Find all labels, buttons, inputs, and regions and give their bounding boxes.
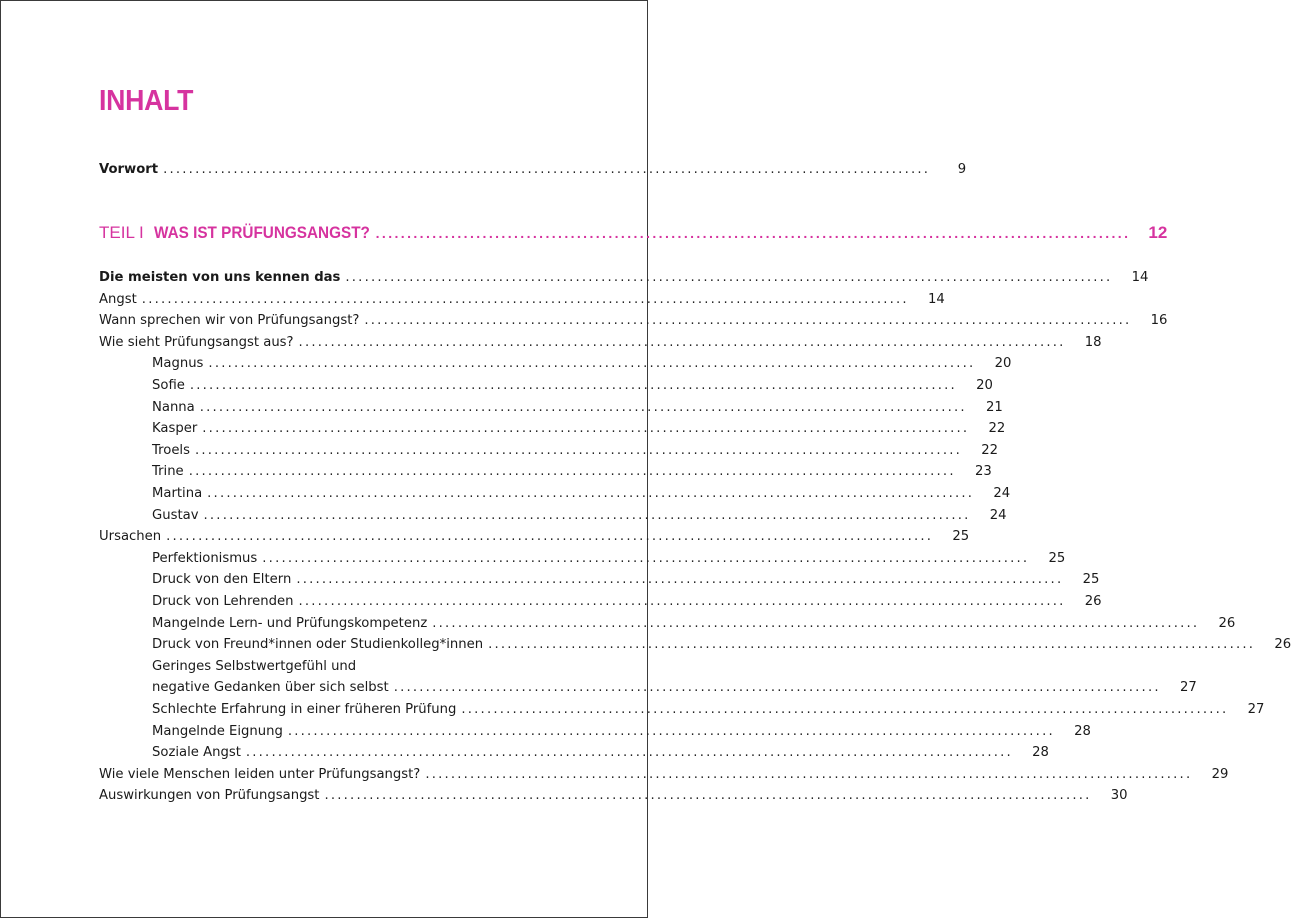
toc-entry-label: Ursachen [99, 529, 162, 544]
toc-entry-label: Mangelnde Eignung [152, 724, 283, 739]
toc-page-number: 25 [952, 529, 970, 544]
toc-entry-label: Magnus [152, 356, 204, 371]
dot-leader: ........................................................................................................................ [141, 292, 909, 307]
toc-entry-label: Trine [152, 464, 184, 479]
toc-entry-label: Sofie [152, 378, 185, 393]
toc-entry[interactable] [99, 310, 1168, 332]
dot-leader: ........................................................................................................................ [163, 162, 931, 177]
toc-page-number: 14 [1131, 270, 1149, 285]
toc-entry[interactable] [152, 677, 1197, 699]
dot-leader: ........................................................................................................................ [203, 508, 971, 523]
toc-page-number: 27 [1247, 702, 1265, 717]
toc-entry-label: Wie viele Menschen leiden unter Prüfungsangst? [99, 767, 421, 782]
toc-entry-label: Wann sprechen wir von Prüfungsangst? [99, 313, 360, 328]
dot-leader: ........................................................................................................................ [488, 637, 1256, 652]
toc-page-number: 14 [928, 292, 945, 307]
toc-entry-label: Auswirkungen von Prüfungsangst [99, 788, 320, 803]
toc-entry-label: negative Gedanken über sich selbst [152, 680, 389, 695]
toc-entry-label: Soziale Angst [152, 745, 241, 760]
toc-entry-label: Vorwort [99, 162, 159, 177]
toc-entry[interactable] [99, 526, 970, 548]
toc-page-number: 24 [993, 486, 1011, 501]
dot-leader: ........................................................................................................................ [194, 443, 962, 458]
dot-leader: ........................................................................................................................ [324, 788, 1092, 803]
dot-leader: ........................................................................................................................ [189, 378, 957, 393]
toc-page-number: 22 [981, 443, 998, 458]
toc-entry-label: Gustav [152, 508, 199, 523]
toc-entry[interactable] [152, 548, 1066, 570]
toc-entry[interactable] [152, 440, 998, 462]
toc-page-number: 26 [1218, 616, 1236, 631]
dot-leader: ........................................................................................................................ [364, 313, 1132, 328]
toc-entry-label: Druck von Lehrenden [152, 594, 294, 609]
dot-leader: ........................................................................................................................ [296, 572, 1064, 587]
toc-entry-label: Wie sieht Prüfungsangst aus? [99, 335, 294, 350]
toc-page-number: 25 [1082, 572, 1100, 587]
dot-leader: ........................................................................................................................ [199, 400, 967, 415]
toc-entry-label: Troels [152, 443, 190, 458]
toc-entry[interactable] [152, 461, 992, 483]
toc-page-number: 28 [1032, 745, 1049, 760]
part-page-number: 12 [1148, 223, 1168, 242]
toc-entry[interactable] [99, 267, 1149, 289]
toc-page-number: 16 [1150, 313, 1168, 328]
dot-leader: ........................................................................................................................ [287, 724, 1055, 739]
dot-leader: ........................................................................................................................ [188, 464, 956, 479]
toc-entry-vorwort[interactable] [99, 159, 967, 181]
toc-entry[interactable] [152, 613, 1236, 635]
dot-leader: ........................................................................................................................ [298, 335, 1066, 350]
toc-entry[interactable] [152, 353, 1012, 375]
toc-entry[interactable] [99, 289, 945, 311]
toc-page-number: 26 [1274, 637, 1291, 652]
dot-leader: ........................................................................................................................ [432, 616, 1200, 631]
dot-leader: ........................................................................................................................ [393, 680, 1161, 695]
toc-entry-label: Druck von den Eltern [152, 572, 292, 587]
toc-entry[interactable] [152, 742, 1049, 764]
page-title: INHALT [99, 85, 194, 117]
part-heading[interactable] [99, 223, 1168, 247]
toc-entry[interactable] [152, 483, 1011, 505]
dot-leader: ........................................................................................................................ [262, 551, 1030, 566]
toc-entry[interactable] [152, 721, 1091, 743]
toc-page-number: 25 [1048, 551, 1066, 566]
part-title: WAS IST PRÜFUNGSANGST? [153, 223, 370, 242]
toc-entry[interactable] [152, 397, 1003, 419]
dot-leader: ........................................................................................................................ [375, 225, 1131, 241]
toc-entry[interactable] [99, 764, 1229, 786]
dot-leader: ........................................................................................................................ [202, 421, 970, 436]
toc-entry-label: Mangelnde Lern- und Prüfungskompetenz [152, 616, 428, 631]
dot-leader: ........................................................................................................................ [207, 486, 975, 501]
toc-entry-label: Schlechte Erfahrung in einer früheren Prüfung [152, 702, 457, 717]
toc-entry-label: Angst [99, 292, 137, 307]
toc-page-number: 30 [1110, 788, 1128, 803]
toc-entry-label: Martina [152, 486, 203, 501]
toc-page-number: 28 [1074, 724, 1091, 739]
toc-page-number: 29 [1211, 767, 1229, 782]
toc-page-number: 20 [976, 378, 993, 393]
toc-page-number: 18 [1084, 335, 1102, 350]
toc-entry[interactable] [152, 505, 1007, 527]
toc-page-number: 23 [974, 464, 992, 479]
dot-leader: ........................................................................................................................ [208, 356, 976, 371]
dot-leader: ........................................................................................................................ [461, 702, 1229, 717]
dot-leader: ........................................................................................................................ [245, 745, 1013, 760]
toc-page-number: 21 [986, 400, 1003, 415]
toc-entry-label: Kasper [152, 421, 198, 436]
part-label: TEIL I [99, 223, 144, 242]
dot-leader: ........................................................................................................................ [166, 529, 934, 544]
toc-entry[interactable] [152, 569, 1100, 591]
toc-page-number: 26 [1084, 594, 1102, 609]
toc-entry[interactable] [152, 634, 1291, 656]
toc-page-number: 24 [989, 508, 1007, 523]
dot-leader: ........................................................................................................................ [345, 270, 1113, 285]
dot-leader: ........................................................................................................................ [425, 767, 1193, 782]
toc-entry[interactable] [152, 418, 1006, 440]
toc-entry-continuation[interactable]: Geringes Selbstwertgefühl und [152, 659, 357, 674]
toc-entry-label: Die meisten von uns kennen das [99, 270, 341, 285]
toc-entry-label: Nanna [152, 400, 195, 415]
toc-entry-label: Druck von Freund*innen oder Studienkolleg*innen [152, 637, 484, 652]
toc-entry[interactable] [99, 332, 1102, 354]
toc-entry[interactable] [152, 699, 1265, 721]
toc-entry-label: Perfektionismus [152, 551, 258, 566]
toc-entry[interactable] [152, 591, 1102, 613]
dot-leader: ........................................................................................................................ [298, 594, 1066, 609]
toc-entry[interactable] [152, 375, 993, 397]
toc-entry[interactable] [99, 785, 1128, 807]
toc-page-number: 20 [994, 356, 1012, 371]
toc-page-number: 27 [1179, 680, 1197, 695]
toc-page-number: 9 [957, 162, 967, 177]
toc-page-number: 22 [988, 421, 1006, 436]
